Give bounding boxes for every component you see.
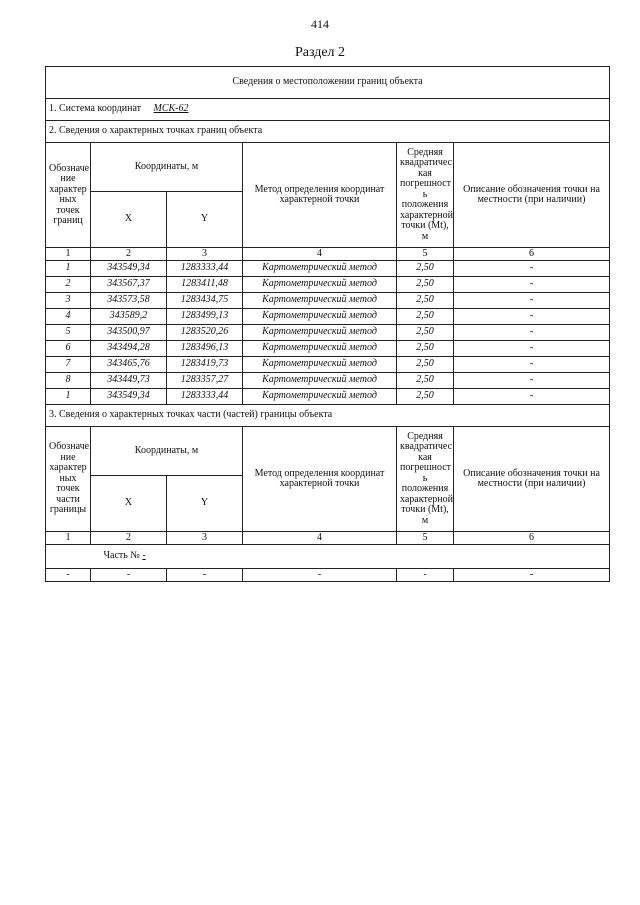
column-number: 4 [243,532,397,545]
table-row [46,373,610,389]
table-row [46,325,610,341]
table-row [46,277,610,293]
column-number: 3 [167,248,243,261]
point-method: Картометрический метод [243,373,397,389]
column-number: 1 [46,248,91,261]
point-description: - [454,309,610,325]
column-number: 1 [46,532,91,545]
point-method: Картометрический метод [243,357,397,373]
point-y: 1283434,75 [167,293,243,309]
header-x: X [91,192,167,248]
point-id: 7 [46,357,91,373]
part-cell: - [46,569,91,582]
point-id: 5 [46,325,91,341]
table-row [46,341,610,357]
point-x: 343573,58 [91,293,167,309]
page-number: 414 [311,17,329,31]
column-number: 5 [397,532,454,545]
part-cell: - [397,569,454,582]
point-description: - [454,261,610,277]
point-method: Картометрический метод [243,325,397,341]
point-x: 343567,37 [91,277,167,293]
column-number: 5 [397,248,454,261]
point-x: 343589,2 [91,309,167,325]
point-error: 2,50 [397,389,454,405]
point-id: 3 [46,293,91,309]
point-method: Картометрический метод [243,293,397,309]
point-error: 2,50 [397,373,454,389]
point-y: 1283419,73 [167,357,243,373]
point-id: 4 [46,309,91,325]
header-description-2: Описание обозначения точки на местности (при наличии) [454,427,610,532]
point-description: - [454,341,610,357]
point-y: 1283499,13 [167,309,243,325]
header-method-2: Метод определения координат характерной точки [243,427,397,532]
table-title: Сведения о местоположении границ объекта [46,67,610,99]
parts-section-title: 3. Сведения о характерных точках части (частей) границы объекта [46,405,610,427]
point-description: - [454,277,610,293]
point-y: 1283496,13 [167,341,243,357]
point-error: 2,50 [397,309,454,325]
header-coordinates-2: Координаты, м [91,427,243,476]
part-table-row [46,569,610,582]
table-row [46,293,610,309]
point-id: 1 [46,261,91,277]
part-cell: - [91,569,167,582]
point-y: 1283333,44 [167,261,243,277]
point-id: 1 [46,389,91,405]
header-part-point-id: Обозначе ние характер ных точек части границы [46,427,91,532]
point-x: 343549,34 [91,389,167,405]
point-method: Картометрический метод [243,309,397,325]
coordinate-system-row [46,99,610,121]
point-description: - [454,325,610,341]
point-y: 1283357,27 [167,373,243,389]
point-error: 2,50 [397,325,454,341]
column-number: 2 [91,532,167,545]
part-cell: - [167,569,243,582]
point-method: Картометрический метод [243,389,397,405]
header-y-2: Y [167,476,243,532]
table-row [46,309,610,325]
point-y: 1283520,26 [167,325,243,341]
point-description: - [454,389,610,405]
point-id: 6 [46,341,91,357]
section-title: Раздел 2 [294,45,346,60]
points-section-title: 2. Сведения о характерных точках границ объекта [46,121,610,143]
header-x-2: X [91,476,167,532]
header-error-2: Средняя квадратичес кая погрешност ь положения характерной точки (Мt), м [397,427,454,532]
column-number: 4 [243,248,397,261]
point-error: 2,50 [397,341,454,357]
part-cell: - [243,569,397,582]
header-error: Средняя квадратичес кая погрешност ь положения характерной точки (Мt), м [397,143,454,248]
table-row [46,389,610,405]
point-description: - [454,357,610,373]
point-error: 2,50 [397,357,454,373]
header-method: Метод определения координат характерной точки [243,143,397,248]
point-method: Картометрический метод [243,277,397,293]
point-x: 343500,97 [91,325,167,341]
point-x: 343449,73 [91,373,167,389]
column-number: 6 [454,532,610,545]
boundary-table [45,66,610,582]
point-x: 343465,76 [91,357,167,373]
table-row [46,357,610,373]
point-error: 2,50 [397,277,454,293]
part-number-row [91,545,610,569]
part-cell: - [454,569,610,582]
point-method: Картометрический метод [243,261,397,277]
column-number-row [46,532,610,545]
point-method: Картометрический метод [243,341,397,357]
point-id: 2 [46,277,91,293]
point-error: 2,50 [397,293,454,309]
part-number-label: Часть № [103,550,140,562]
header-point-id: Обозначе ние характер ных точек границ [46,143,91,248]
point-error: 2,50 [397,261,454,277]
point-y: 1283333,44 [167,389,243,405]
point-x: 343549,34 [91,261,167,277]
point-x: 343494,28 [91,341,167,357]
column-number: 3 [167,532,243,545]
header-description: Описание обозначения точки на местности (при наличии) [454,143,610,248]
point-description: - [454,293,610,309]
point-id: 8 [46,373,91,389]
point-y: 1283411,48 [167,277,243,293]
part-number-value: - [142,550,146,562]
table-row [46,261,610,277]
coordinate-system-value: МСК-62 [153,103,189,115]
column-number: 2 [91,248,167,261]
point-description: - [454,373,610,389]
column-number: 6 [454,248,610,261]
coordinate-system-label: 1. Система координат [49,103,142,115]
header-y: Y [167,192,243,248]
header-coordinates: Координаты, м [91,143,243,192]
column-number-row [46,248,610,261]
